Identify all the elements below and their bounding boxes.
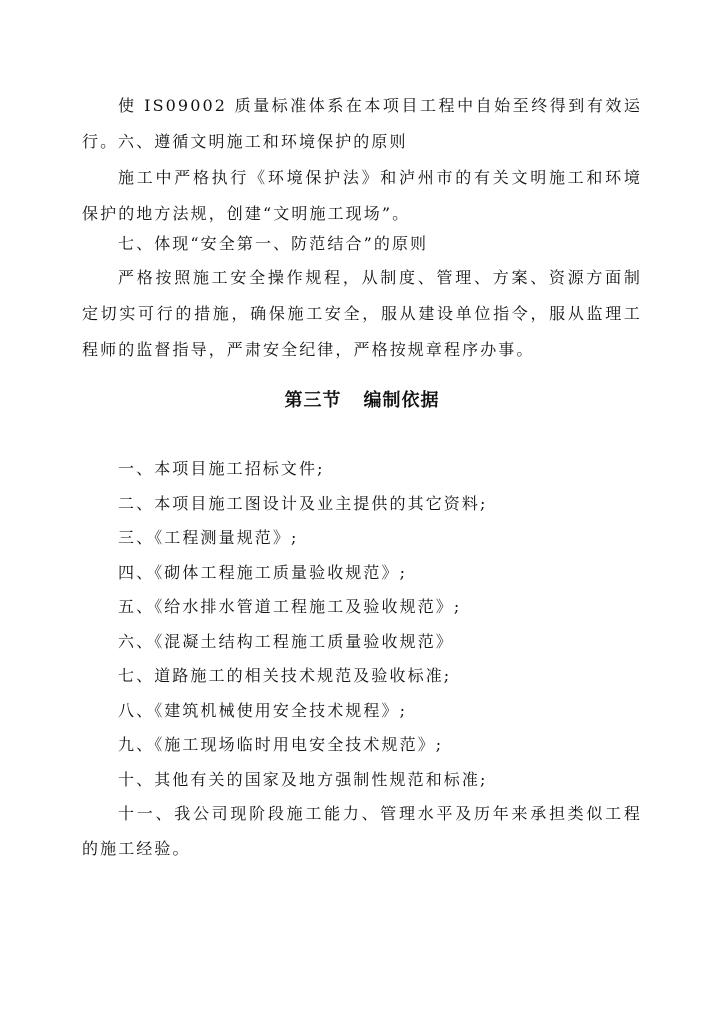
list-item: 九、《施工现场临时用电安全技术规范》; [118, 735, 444, 754]
principle-7-heading: 七、体现“安全第一、防范结合”的原则 [118, 234, 429, 253]
principle-6-heading: 六、遵循文明施工和环境保护的原则 [118, 132, 408, 151]
section-heading [0, 386, 724, 416]
iso-quality-sentence: 使 IS09002 质量标准体系在本项目工程中自始至终得到有效运行。 [82, 96, 642, 151]
list-item: 十一、我公司现阶段施工能力、管理水平及历年来承担类似工程的施工经验。 [82, 804, 642, 858]
list-item: 七、道路施工的相关技术规范及验收标准; [118, 666, 452, 685]
list-item: 十、其他有关的国家及地方强制性规范和标准; [118, 769, 488, 789]
list-item: 四、《砌体工程施工质量验收规范》; [118, 562, 408, 582]
section-number: 第三节 [284, 390, 342, 411]
basis-list [82, 452, 642, 866]
list-item: 三、《工程测量规范》; [118, 528, 299, 547]
list-item: 八、《建筑机械使用安全技术规程》; [118, 700, 408, 720]
section-title: 编制依据 [363, 390, 440, 411]
principle-7-body: 严格按照施工安全操作规程，从制度、管理、方案、资源方面制定切实可行的措施，确保施工安全，服从建设单位指令，服从监理工程师的监督指导，严肃安全纪律，严格按规章程序办事。 [82, 268, 642, 359]
list-item: 二、本项目施工图设计及业主提供的其它资料; [118, 493, 488, 513]
list-item: 五、《给水排水管道工程施工及验收规范》; [118, 597, 462, 616]
principle-6-body: 施工中严格执行《环境保护法》和泸州市的有关文明施工和环境保护的地方法规，创建“文明施工现场”。 [82, 168, 642, 223]
list-item: 一、本项目施工招标文件; [118, 459, 325, 478]
list-item: 六、《混凝土结构工程施工质量验收规范》 [118, 631, 454, 651]
